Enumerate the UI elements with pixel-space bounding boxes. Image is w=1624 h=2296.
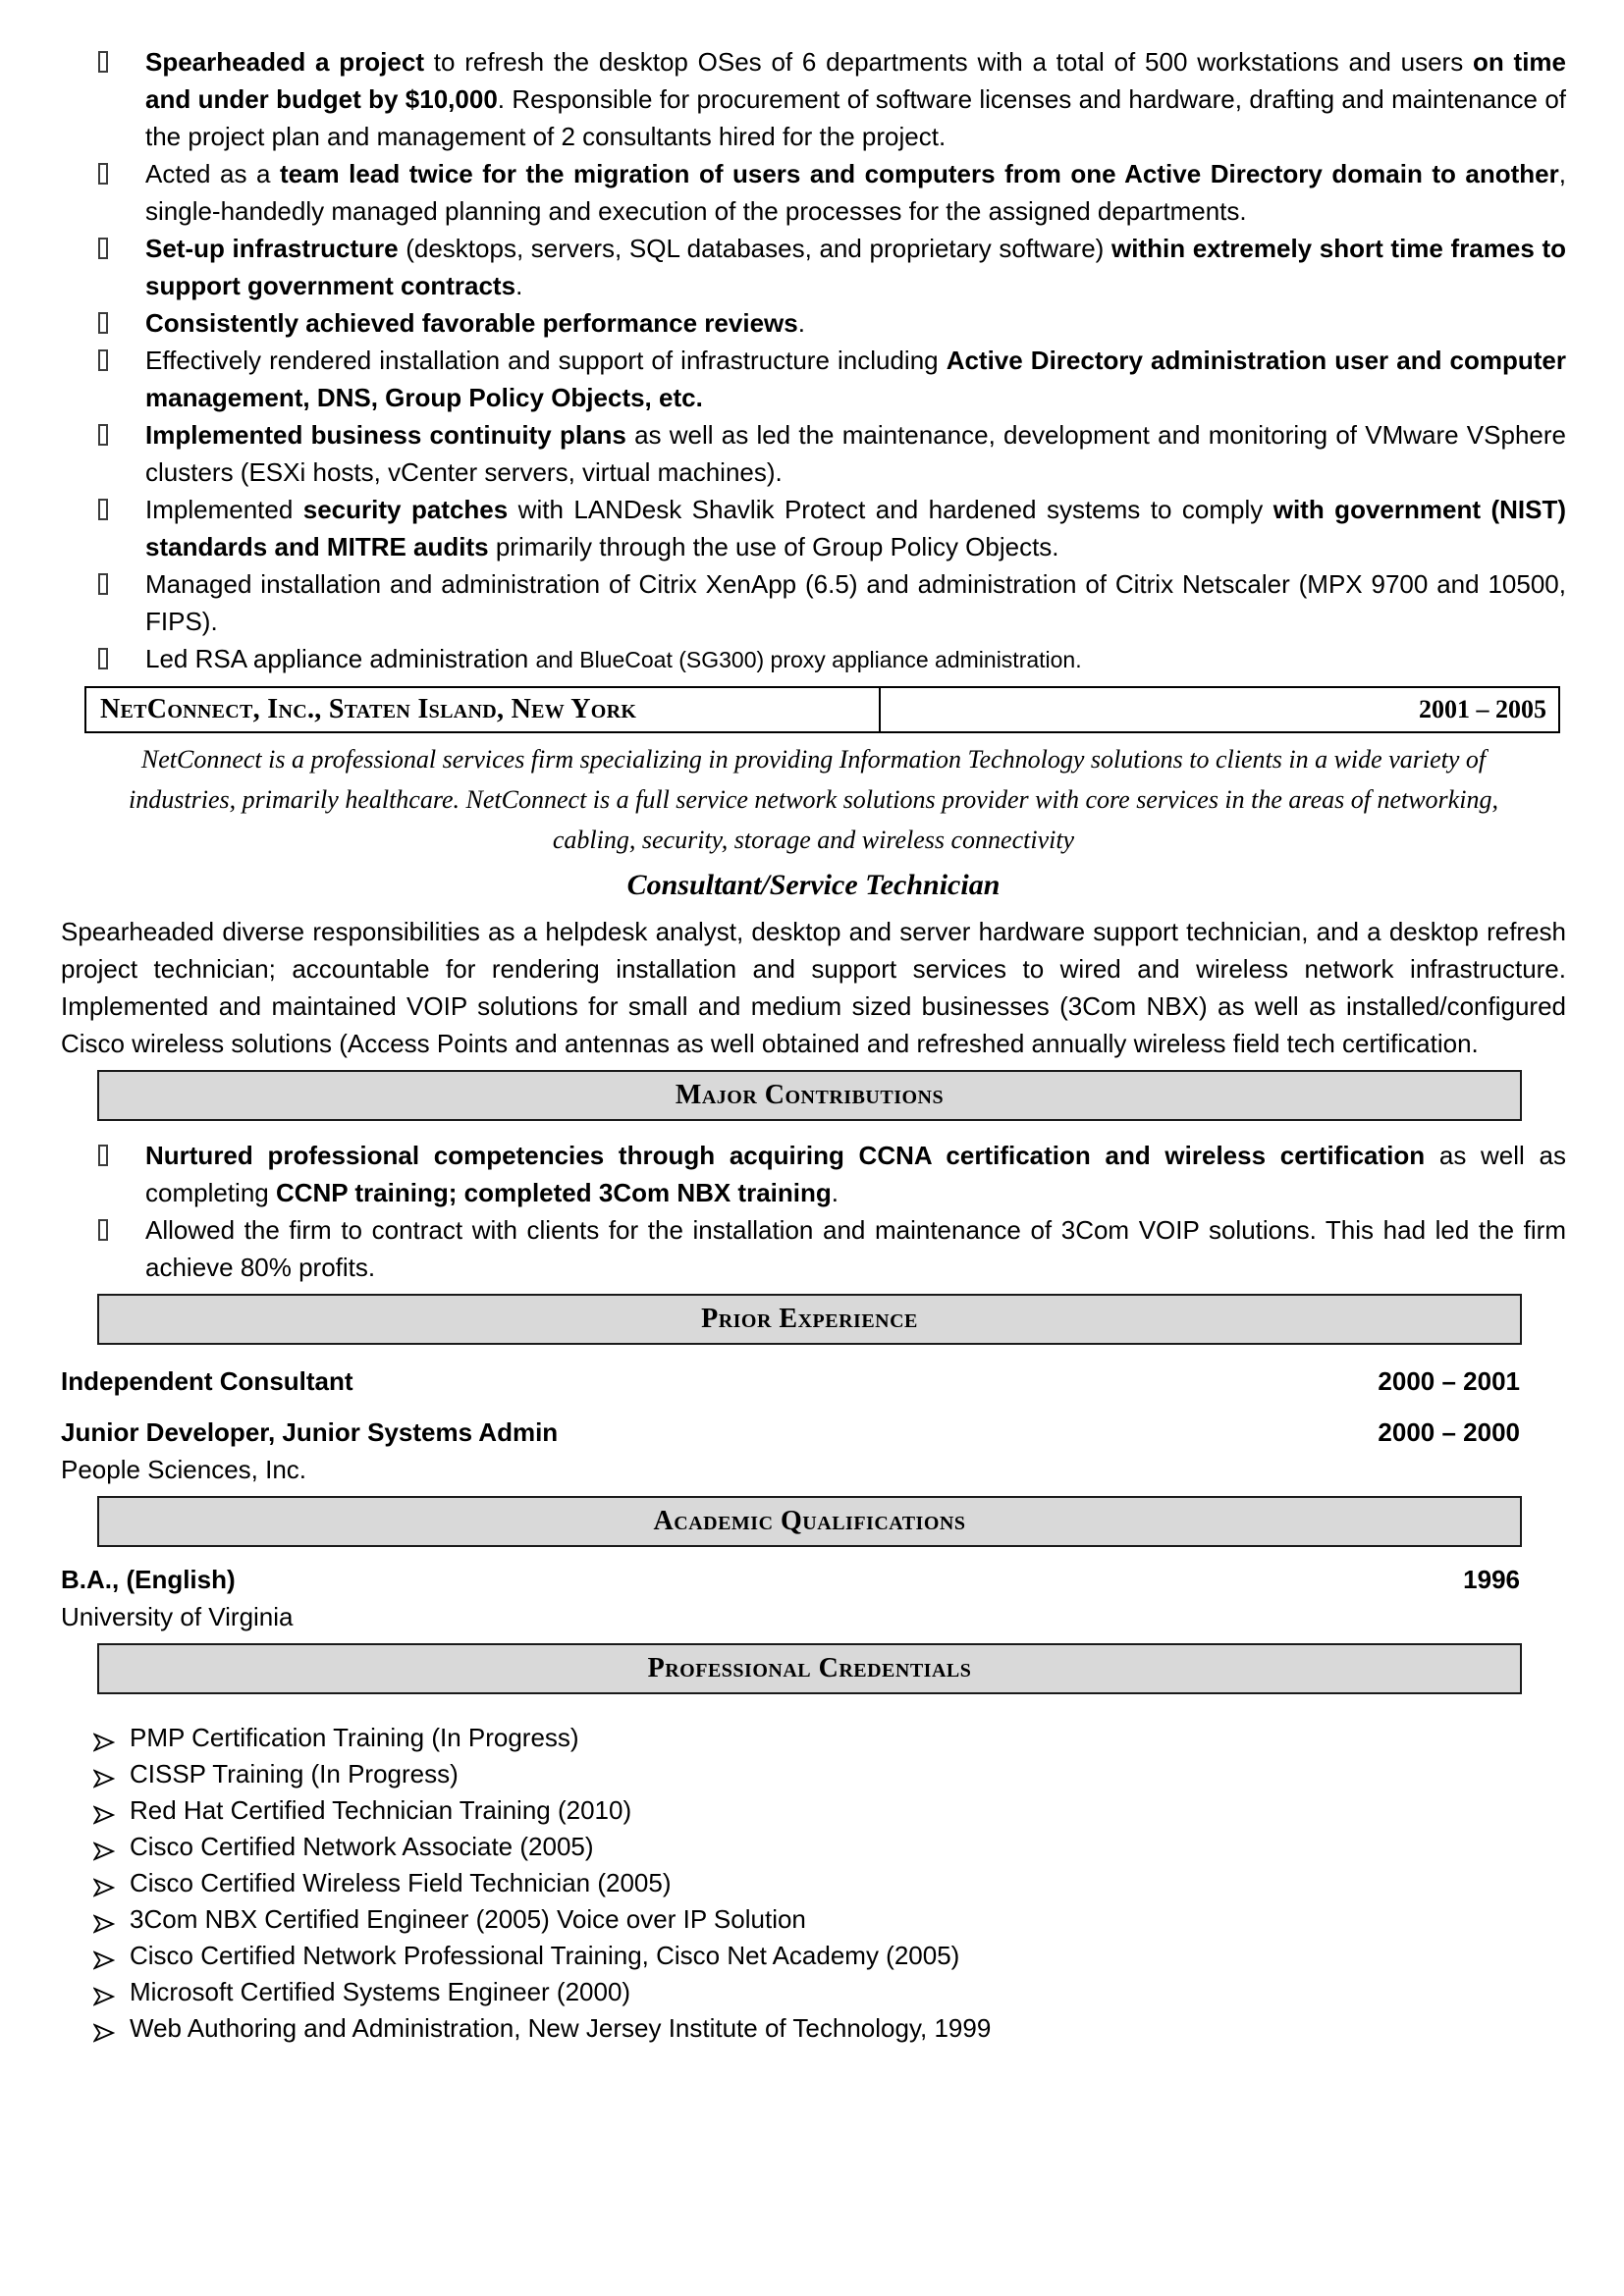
bullet-item (61, 230, 1566, 304)
role-summary: Spearheaded diverse responsibilities as a helpdesk analyst, desktop and server hardware support technician, and a desktop refresh project technician; accountable for rendering installation and support services to wired and wireless network infrastructure. Implemented and maintained VOIP solutions for small and medium sized businesses (3Com NBX) as well as installed/configured Cisco wireless solutions (Access Points and antennas as well obtained and refreshed annually wireless field tech certification. (61, 917, 1566, 1058)
text-run: Led RSA appliance administration (145, 644, 536, 673)
text-run: Implemented business continuity plans (145, 420, 626, 450)
major-contributions-bullet-list (61, 1137, 1566, 1286)
text-run: . (831, 1178, 839, 1207)
bullet-marker-icon (98, 51, 108, 73)
section-title: Academic Qualifications (653, 1506, 966, 1536)
credential-text: Cisco Certified Network Professional Training, Cisco Net Academy (2005) (130, 1941, 960, 1970)
experience-entry (61, 1362, 1566, 1400)
bullet-text (145, 346, 1566, 412)
text-run: Active Directory administration user and computer management, DNS, Group Policy Objects, etc. (145, 346, 1566, 412)
arrow-bullet-icon (93, 2017, 115, 2039)
bullet-text (145, 569, 1566, 636)
text-run: Effectively rendered installation and support of infrastructure including (145, 346, 947, 375)
credential-text: CISSP Training (In Progress) (130, 1759, 459, 1789)
bullet-marker-icon (98, 312, 108, 334)
job-title: Consultant/Service Technician (626, 869, 1001, 901)
bullet-item (61, 43, 1566, 155)
text-run: and BlueCoat (SG300) proxy appliance administration. (535, 647, 1082, 672)
text-run: as well as completing (145, 1141, 1566, 1207)
bullet-marker-icon (98, 648, 108, 669)
credential-text: Red Hat Certified Technician Training (2010) (130, 1795, 632, 1825)
text-run: on time and under budget by $10,000 (145, 47, 1566, 114)
company-description: NetConnect is a professional services firm specializing in providing Information Technology solutions to clients in a wide variety of industries, primarily healthcare. NetConnect is a full service network solutions provider with core services in the areas of networking, cabling, security, storage and wireless connectivity (129, 745, 1498, 854)
company-dates: 2001 – 2005 (1419, 695, 1546, 723)
text-run: with government (NIST) standards and MITRE audits (145, 495, 1566, 561)
school-name: University of Virginia (61, 1602, 294, 1631)
text-run: . (797, 308, 805, 338)
arrow-bullet-icon (93, 1836, 115, 1857)
bullet-text (145, 1141, 1566, 1207)
text-run: Managed installation and administration of Citrix XenApp (6.5) and administration of Citrix Netscaler (MPX 9700 and 10500, FIPS). (145, 569, 1566, 636)
text-run: . (515, 271, 523, 300)
degree-year: 1996 (1463, 1565, 1520, 1594)
section-title: Prior Experience (701, 1304, 918, 1334)
text-run: Set-up infrastructure (145, 234, 399, 263)
credential-item (61, 1901, 1566, 1938)
bullet-item (61, 416, 1566, 491)
text-run: to refresh the desktop OSes of 6 departments with a total of 500 workstations and users (423, 47, 1473, 77)
entry-dates: 2000 – 2001 (1378, 1366, 1520, 1396)
arrow-bullet-icon (93, 1945, 115, 1966)
bullet-marker-icon (98, 1145, 108, 1166)
arrow-bullet-icon (93, 1981, 115, 2002)
arrow-bullet-icon (93, 1799, 115, 1821)
bullet-item (61, 1137, 1566, 1211)
bullet-marker-icon (98, 349, 108, 371)
text-run: Acted as a (145, 159, 280, 188)
section-title: Major Contributions (675, 1080, 945, 1110)
section-header-prior-experience (97, 1294, 1522, 1345)
bullet-text (145, 1215, 1566, 1282)
bullet-marker-icon (98, 1219, 108, 1241)
bullet-item (61, 342, 1566, 416)
credential-item (61, 1792, 1566, 1829)
bullet-text (145, 644, 1082, 673)
arrow-bullet-icon (93, 1872, 115, 1894)
credential-item (61, 2010, 1566, 2047)
text-run: as well as led the maintenance, development and monitoring of VMware VSphere clusters (ESXi hosts, vCenter servers, virtual machines). (145, 420, 1566, 487)
section-header-professional-credentials (97, 1643, 1522, 1694)
bullet-text (145, 159, 1566, 226)
experience-entry (61, 1414, 1566, 1488)
text-run: Nurtured professional competencies through acquiring CCNA certification and wireless certification (145, 1141, 1426, 1170)
bullet-marker-icon (98, 424, 108, 446)
arrow-bullet-icon (93, 1727, 115, 1748)
text-run: with LANDesk Shavlik Protect and hardened systems to comply (508, 495, 1273, 524)
bullet-item (61, 155, 1566, 230)
bullet-item (61, 1211, 1566, 1286)
bullet-marker-icon (98, 163, 108, 185)
text-run: team lead twice for the migration of users and computers from one Active Directory domain to another (279, 159, 1559, 188)
bullet-marker-icon (98, 573, 108, 595)
bullet-text (145, 308, 805, 338)
credential-item (61, 1865, 1566, 1901)
credential-item (61, 1974, 1566, 2010)
entry-organization: People Sciences, Inc. (61, 1455, 307, 1484)
credential-text: Web Authoring and Administration, New Jersey Institute of Technology, 1999 (130, 2013, 992, 2043)
credential-text: 3Com NBX Certified Engineer (2005) Voice over IP Solution (130, 1904, 806, 1934)
entry-dates: 2000 – 2000 (1378, 1417, 1520, 1447)
bullet-text (145, 495, 1566, 561)
bullet-text (145, 420, 1566, 487)
company-name: NetConnect, Inc., Staten Island, New York (86, 688, 881, 731)
bullet-text (145, 47, 1566, 151)
bullet-item (61, 304, 1566, 342)
section-title: Professional Credentials (647, 1653, 972, 1683)
company-header-row (84, 686, 1560, 733)
text-run: , single-handedly managed planning and execution of the processes for the assigned departments. (145, 159, 1566, 226)
text-run: Allowed the firm to contract with clients for the installation and maintenance of 3Com VOIP solutions. This had led the firm achieve 80% profits. (145, 1215, 1566, 1282)
credential-text: Microsoft Certified Systems Engineer (2000) (130, 1977, 631, 2006)
text-run: . Responsible for procurement of software licenses and hardware, drafting and maintenance of the project plan and management of 2 consultants hired for the project. (145, 84, 1566, 151)
bullet-text (145, 234, 1566, 300)
prior-experience-entries (61, 1362, 1566, 1488)
text-run: Spearheaded a project (145, 47, 424, 77)
arrow-bullet-icon (93, 1763, 115, 1785)
section-header-academic-qualifications (97, 1496, 1522, 1547)
text-run: security patches (302, 495, 509, 524)
entry-title: Junior Developer, Junior Systems Admin (61, 1417, 559, 1447)
credential-item (61, 1720, 1566, 1756)
text-run: Implemented (145, 495, 303, 524)
text-run: (desktops, servers, SQL databases, and proprietary software) (398, 234, 1111, 263)
text-run: primarily through the use of Group Policy Objects. (488, 532, 1059, 561)
credential-text: Cisco Certified Wireless Field Technician (2005) (130, 1868, 672, 1897)
text-run: within extremely short time frames to support government contracts (145, 234, 1566, 300)
text-run: Consistently achieved favorable performance reviews (145, 308, 798, 338)
credential-text: Cisco Certified Network Associate (2005) (130, 1832, 594, 1861)
academic-entry (61, 1561, 1566, 1635)
credential-text: PMP Certification Training (In Progress) (130, 1723, 579, 1752)
credential-item (61, 1938, 1566, 1974)
credential-item (61, 1756, 1566, 1792)
experience-bullet-list (61, 43, 1566, 678)
entry-title: Independent Consultant (61, 1366, 353, 1396)
credential-item (61, 1829, 1566, 1865)
arrow-bullet-icon (93, 1908, 115, 1930)
bullet-item (61, 565, 1566, 640)
text-run: CCNP training; completed 3Com NBX training (275, 1178, 832, 1207)
bullet-item (61, 491, 1566, 565)
bullet-marker-icon (98, 238, 108, 259)
section-header-major-contributions (97, 1070, 1522, 1121)
credentials-list (61, 1720, 1566, 2047)
bullet-marker-icon (98, 499, 108, 520)
bullet-item (61, 640, 1566, 678)
degree-title: B.A., (English) (61, 1565, 236, 1594)
